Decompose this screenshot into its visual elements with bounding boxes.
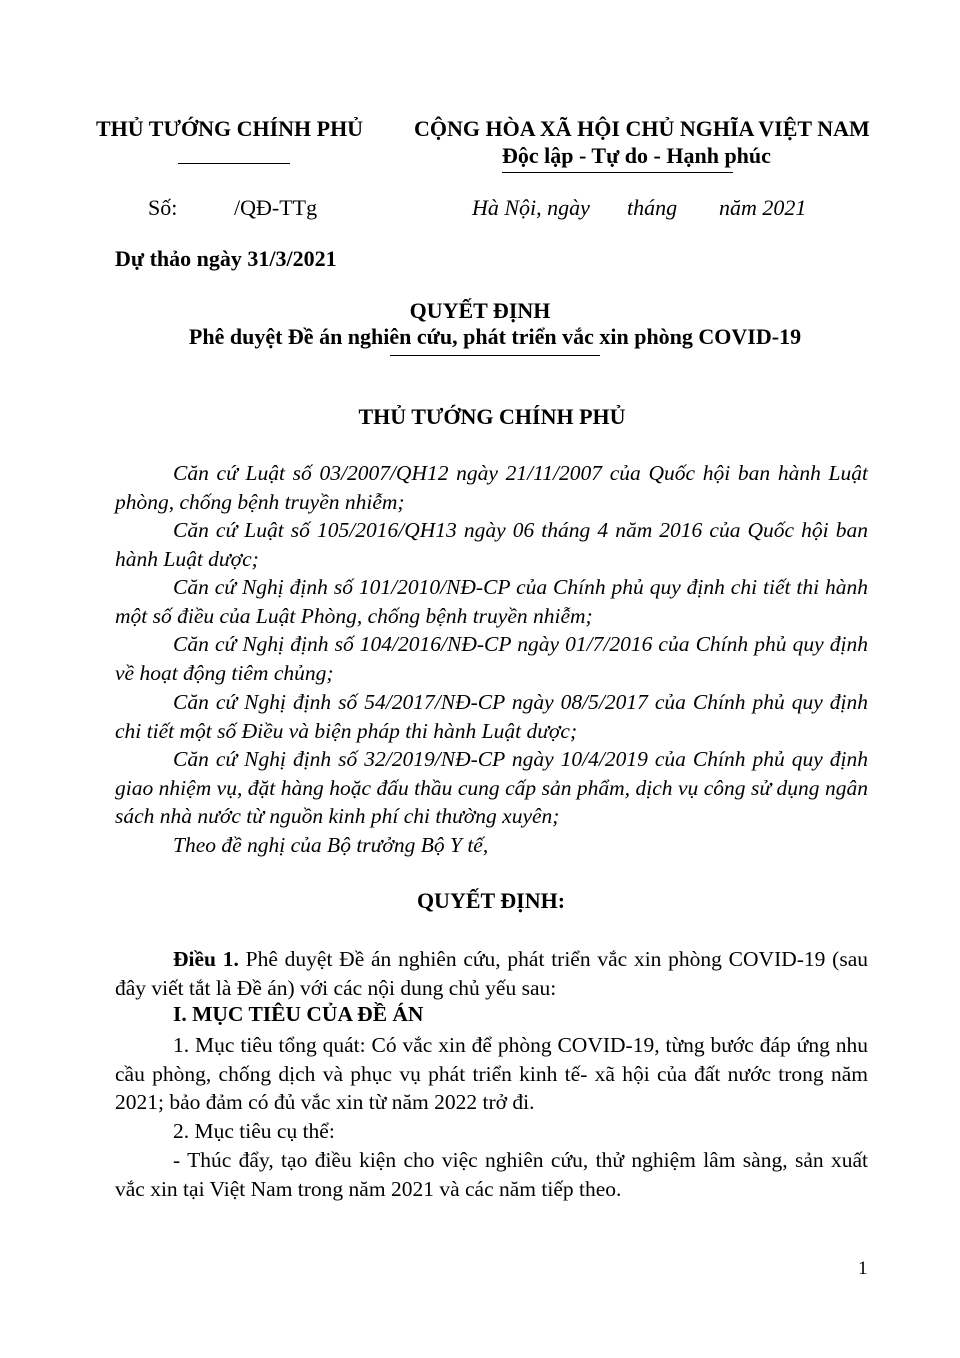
article-1-label: Điều 1. xyxy=(173,947,239,971)
legal-basis-5: Căn cứ Nghị định số 54/2017/NĐ-CP ngày 08/5/2017 của Chính phủ quy định chi tiết một số Điều và biện pháp thi hành Luật dược; xyxy=(115,690,868,743)
authority-heading: THỦ TƯỚNG CHÍNH PHỦ xyxy=(358,404,626,429)
decision-title: QUYẾT ĐỊNH xyxy=(409,298,551,323)
decision-heading: QUYẾT ĐỊNH: xyxy=(416,888,566,913)
legal-basis-6: Căn cứ Nghị định số 32/2019/NĐ-CP ngày 10/4/2019 của Chính phủ quy định giao nhiệm vụ, đặt hàng hoặc đấu thầu cung cấp sản phẩm, dịch vụ công sử dụng ngân sách nhà nước từ nguồn kinh phí chi thường xuyên; xyxy=(115,747,868,829)
legal-basis-4: Căn cứ Nghị định số 104/2016/NĐ-CP ngày 01/7/2016 của Chính phủ quy định về hoạt động tiêm chủng; xyxy=(115,632,868,685)
legal-basis-7: Theo đề nghị của Bộ trưởng Bộ Y tế, xyxy=(173,833,489,857)
legal-basis-1: Căn cứ Luật số 03/2007/QH12 ngày 21/11/2007 của Quốc hội ban hành Luật phòng, chống bệnh truyền nhiễm; xyxy=(115,461,868,514)
article-1-text: Phê duyệt Đề án nghiên cứu, phát triển vắc xin phòng COVID-19 (sau đây viết tắt là Đề án) với các nội dung chủ yếu sau: xyxy=(115,947,869,1000)
page-number: 1 xyxy=(858,1258,868,1279)
draft-note: Dự thảo ngày 31/3/2021 xyxy=(115,246,337,271)
article-1 xyxy=(115,945,868,1002)
date-year: năm 2021 xyxy=(719,195,807,220)
specific-objective-1: - Thúc đẩy, tạo điều kiện cho việc nghiên cứu, thử nghiệm lâm sàng, sản xuất vắc xin tại Việt Nam trong năm 2021 và các năm tiếp theo. xyxy=(115,1148,868,1201)
motto-underline xyxy=(502,172,733,173)
legal-basis-2: Căn cứ Luật số 105/2016/QH13 ngày 06 tháng 4 năm 2016 của Quốc hội ban hành Luật dược; xyxy=(115,518,868,571)
specific-objectives-heading: 2. Mục tiêu cụ thể: xyxy=(173,1119,335,1143)
document-number-suffix: /QĐ-TTg xyxy=(234,195,318,220)
date-month: tháng xyxy=(627,195,678,220)
legal-basis-3: Căn cứ Nghị định số 101/2010/NĐ-CP của Chính phủ quy định chi tiết thi hành một số điều của Luật Phòng, chống bệnh truyền nhiễm; xyxy=(115,575,868,628)
section-1-heading: I. MỤC TIÊU CỦA ĐỀ ÁN xyxy=(173,1002,424,1026)
place-date: Hà Nội, ngày xyxy=(472,195,590,220)
agency-name: THỦ TƯỚNG CHÍNH PHỦ xyxy=(96,116,364,141)
decision-subtitle: Phê duyệt Đề án nghiên cứu, phát triển vắc xin phòng COVID-19 xyxy=(188,324,802,349)
document-number-label: Số: xyxy=(148,195,178,220)
national-motto: Độc lập - Tự do - Hạnh phúc xyxy=(502,143,771,168)
agency-underline xyxy=(178,163,290,164)
title-underline xyxy=(390,355,600,356)
general-objective: 1. Mục tiêu tổng quát: Có vắc xin để phòng COVID-19, từng bước đáp ứng nhu cầu phòng, chống dịch và phục vụ phát triển kinh tế- xã hội của đất nước trong năm 2021; bảo đảm có đủ vắc xin từ năm 2022 trở đi. xyxy=(115,1033,868,1115)
nation-name: CỘNG HÒA XÃ HỘI CHỦ NGHĨA VIỆT NAM xyxy=(414,116,870,141)
